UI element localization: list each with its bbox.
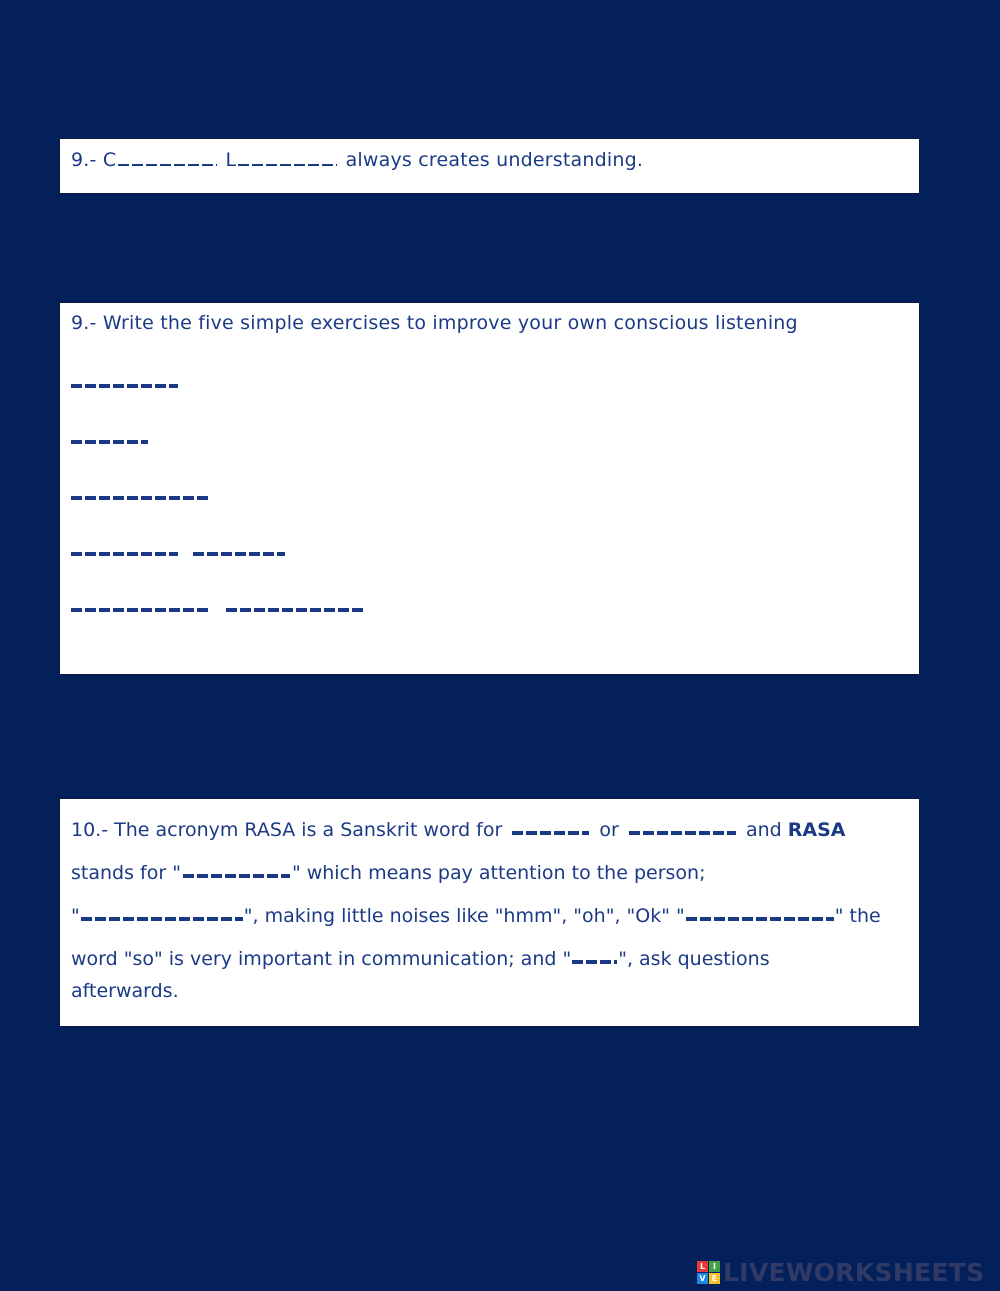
- question-10-line-4-text-a: word "so" is very important in communication; and ": [71, 948, 572, 970]
- question-10-and-text: and: [745, 819, 782, 841]
- question-10-line-3-text-a: ": [71, 905, 80, 927]
- question-10-line-2-text-a: stands for ": [71, 862, 181, 884]
- exercise-blank-2[interactable]: [71, 440, 148, 444]
- exercise-blank-4b[interactable]: [193, 552, 285, 556]
- question-9a-suffix: always creates understanding.: [339, 149, 644, 171]
- question-10-line-3-text-c: " the: [834, 905, 881, 927]
- question-9a: [71, 149, 643, 171]
- question-10-line-4: [71, 948, 770, 970]
- question-10-line-3-text-b: ", making little noises like "hmm", "oh", "Ok" ": [243, 905, 685, 927]
- question-9a-box: [59, 138, 920, 194]
- logo-cell-e: E: [709, 1273, 720, 1284]
- answer-blank-a[interactable]: [81, 917, 243, 921]
- question-9b-prompt: 9.- Write the five simple exercises to improve your own conscious listening: [71, 312, 798, 334]
- exercise-blank-4a[interactable]: [71, 552, 178, 556]
- answer-blank-r[interactable]: [183, 874, 290, 878]
- exercise-answer-1[interactable]: [71, 373, 178, 395]
- question-10-line-2: [71, 862, 705, 884]
- question-10-line-5: afterwards.: [71, 980, 179, 1002]
- liveworksheets-logo[interactable]: [697, 1258, 984, 1287]
- answer-blank-rasa-1[interactable]: [512, 831, 589, 835]
- answer-blank-s[interactable]: [686, 917, 834, 921]
- question-10-box: [59, 798, 920, 1027]
- answer-blank-a2[interactable]: [572, 960, 617, 964]
- exercise-blank-5a[interactable]: [71, 608, 209, 612]
- logo-text: LIVEWORKSHEETS: [723, 1258, 985, 1287]
- answer-blank-rasa-2[interactable]: [629, 831, 736, 835]
- question-10-line-4-text-b: ", ask questions: [618, 948, 770, 970]
- question-9a-middle: L: [219, 149, 237, 171]
- logo-cell-i: I: [709, 1261, 720, 1272]
- exercise-answer-4[interactable]: [71, 541, 285, 563]
- question-9b-box: [59, 302, 920, 675]
- logo-cell-l: L: [697, 1261, 708, 1272]
- question-9a-prefix: 9.- C: [71, 149, 117, 171]
- exercise-answer-2[interactable]: [71, 429, 148, 451]
- exercise-blank-3[interactable]: [71, 496, 209, 500]
- question-10-or-text: or: [599, 819, 619, 841]
- exercise-blank-1[interactable]: [71, 384, 178, 388]
- question-10-line-1: [71, 819, 845, 841]
- question-10-line-1-text: 10.- The acronym RASA is a Sanskrit word for: [71, 819, 503, 841]
- exercise-answer-5[interactable]: [71, 597, 364, 619]
- logo-cell-v: V: [697, 1273, 708, 1284]
- rasa-bold-text: RASA: [787, 819, 846, 841]
- exercise-answer-3[interactable]: [71, 485, 209, 507]
- question-10-line-3: [71, 905, 881, 927]
- answer-blank-c[interactable]: [118, 164, 217, 166]
- live-logo-icon: [697, 1261, 720, 1284]
- answer-blank-l[interactable]: [238, 164, 337, 166]
- question-10-line-2-text-b: " which means pay attention to the person;: [291, 862, 706, 884]
- exercise-blank-5b[interactable]: [226, 608, 364, 612]
